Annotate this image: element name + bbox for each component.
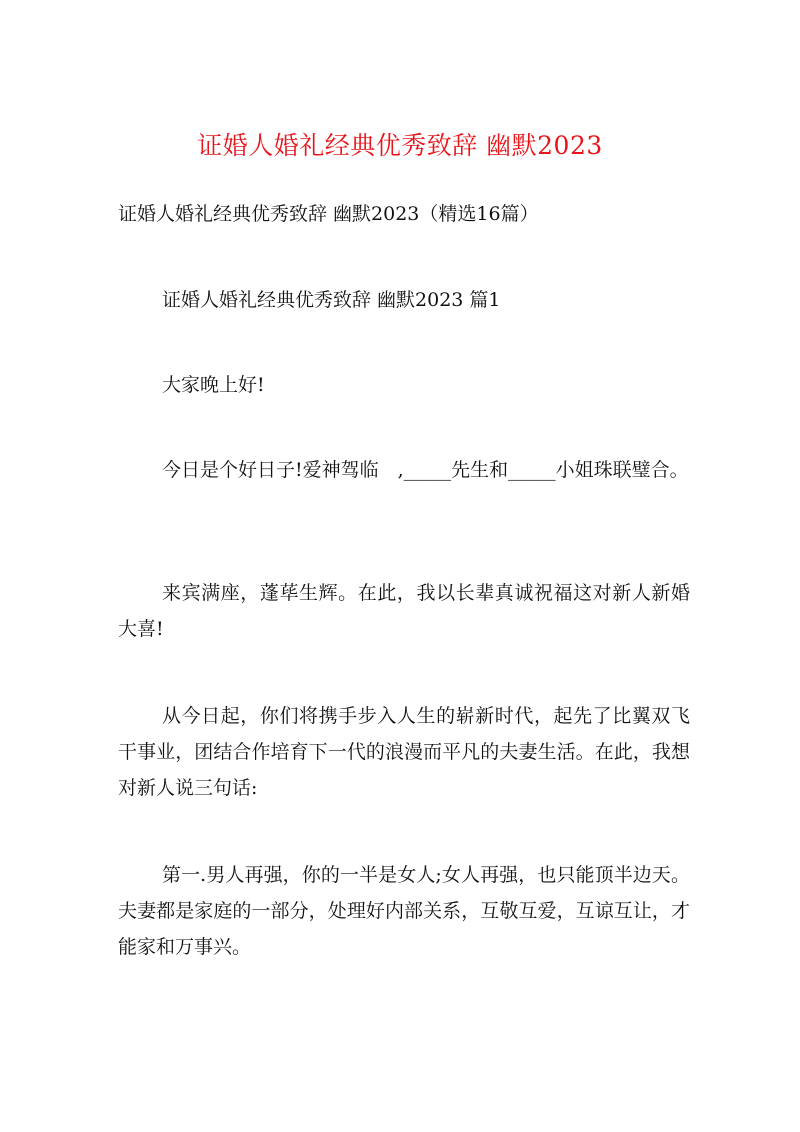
greeting-paragraph: 大家晚上好! bbox=[162, 374, 265, 396]
body-paragraph: 第一.男人再强，你的一半是女人;女人再强，也只能顶半边天。夫妻都是家庭的一部分，处理好内部关系，互敬互爱，互谅互让，才能家和万事兴。 bbox=[118, 864, 690, 958]
document-title: 证婚人婚礼经典优秀致辞 幽默2023 bbox=[197, 131, 603, 160]
body-paragraph: 从今日起，你们将携手步入人生的崭新时代，起先了比翼双飞干事业，团结合作培育下一代的浪漫而平凡的夫妻生活。在此，我想对新人说三句话: bbox=[118, 705, 690, 799]
body-paragraph: 今日是个好日子!爱神驾临 ,_____先生和_____小姐珠联璧合。 bbox=[162, 459, 689, 481]
document-subtitle: 证婚人婚礼经典优秀致辞 幽默2023（精选16篇） bbox=[118, 203, 539, 225]
body-paragraph: 来宾满座，蓬荜生辉。在此，我以长辈真诚祝福这对新人新婚大喜! bbox=[118, 582, 690, 640]
section-heading: 证婚人婚礼经典优秀致辞 幽默2023 篇1 bbox=[162, 289, 501, 311]
